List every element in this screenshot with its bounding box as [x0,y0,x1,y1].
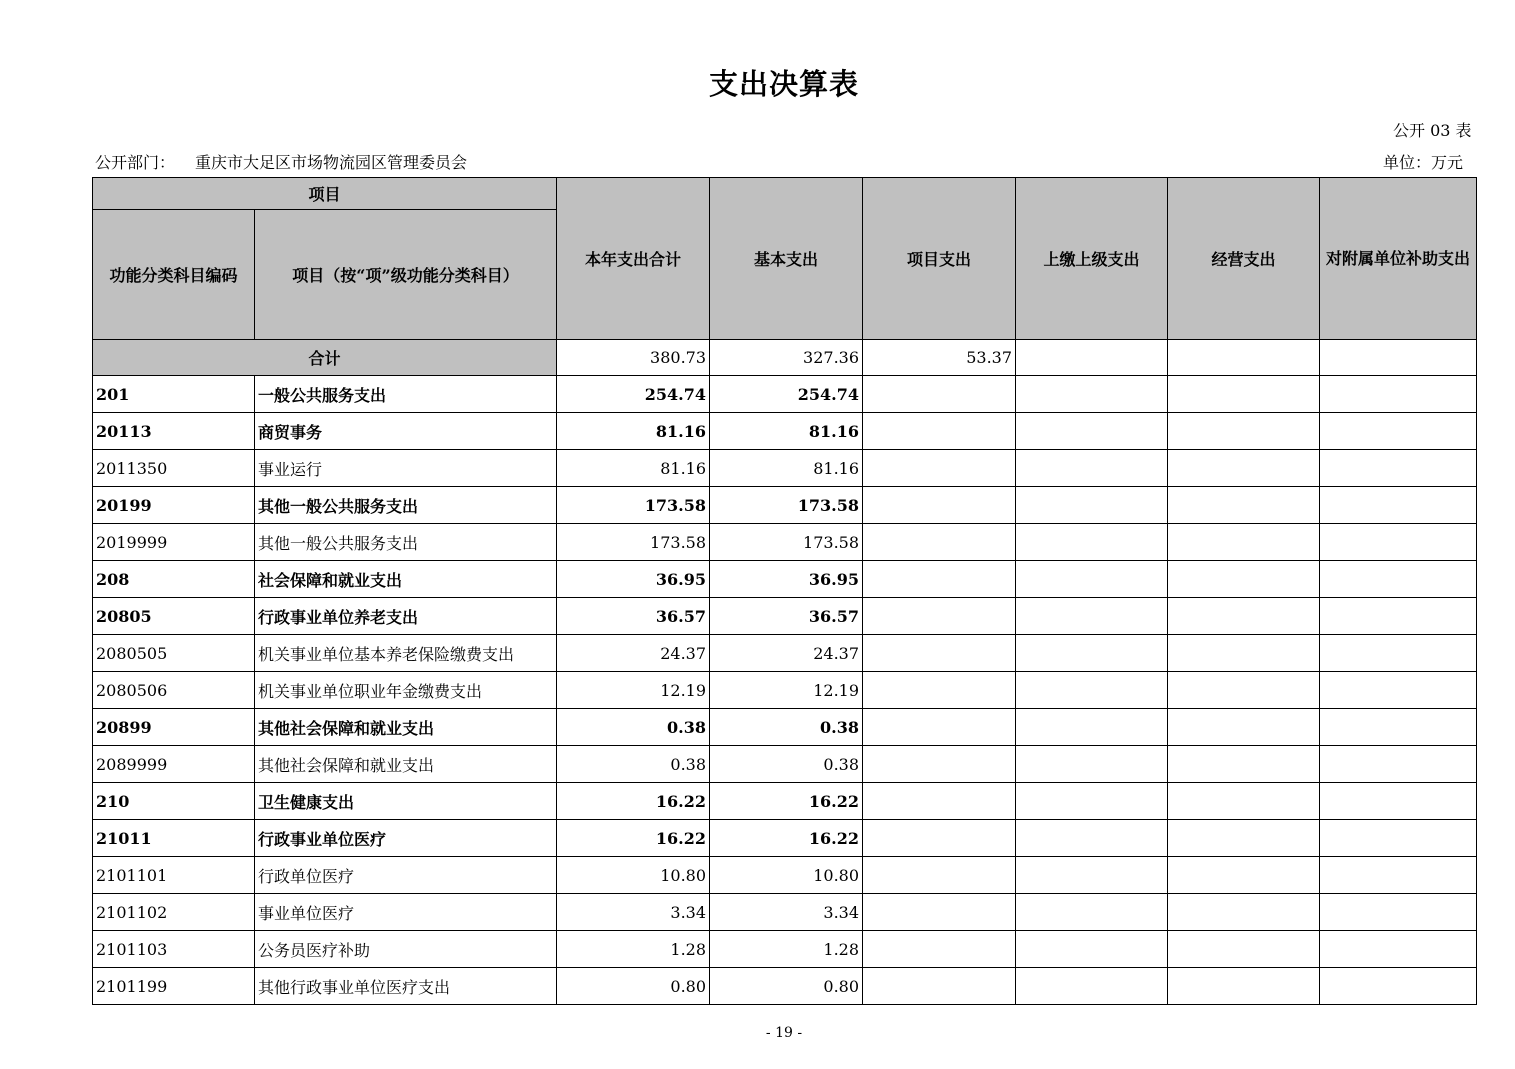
total-cell: 254.74 [557,376,710,413]
name-cell: 其他行政事业单位医疗支出 [255,968,557,1005]
total-cell: 16.22 [557,783,710,820]
table-row [93,487,1477,524]
business-cell [1168,598,1320,635]
business-cell [1168,709,1320,746]
code-cell: 20805 [93,598,255,635]
code-cell: 2080505 [93,635,255,672]
table-row [93,968,1477,1005]
code-cell: 2101103 [93,931,255,968]
code-cell: 20113 [93,413,255,450]
project-cell [863,746,1016,783]
name-cell: 机关事业单位职业年金缴费支出 [255,672,557,709]
header-basic: 基本支出 [710,178,863,340]
upper-cell [1016,524,1168,561]
table-row [93,672,1477,709]
basic-cell: 24.37 [710,635,863,672]
basic-cell: 0.80 [710,968,863,1005]
subsidy-cell [1320,894,1477,931]
code-cell: 201 [93,376,255,413]
code-cell: 2101102 [93,894,255,931]
subsidy-cell [1320,598,1477,635]
code-cell: 208 [93,561,255,598]
subsidy-cell [1320,709,1477,746]
total-cell: 36.57 [557,598,710,635]
table-row [93,746,1477,783]
code-cell: 2101199 [93,968,255,1005]
upper-cell [1016,857,1168,894]
project-cell [863,931,1016,968]
project-cell [863,413,1016,450]
header-name: 项目（按“项”级功能分类科目） [255,210,557,340]
upper-cell [1016,635,1168,672]
project-cell [863,598,1016,635]
project-cell [863,450,1016,487]
project-cell [863,894,1016,931]
code-cell: 2080506 [93,672,255,709]
basic-cell: 36.95 [710,561,863,598]
expenditure-table [92,177,1477,1005]
total-cell: 10.80 [557,857,710,894]
code-cell: 210 [93,783,255,820]
name-cell: 行政事业单位医疗 [255,820,557,857]
table-row [93,524,1477,561]
project-cell [863,857,1016,894]
subsidy-cell [1320,672,1477,709]
subsidy-cell [1320,820,1477,857]
code-cell: 21011 [93,820,255,857]
upper-cell [1016,561,1168,598]
project-cell [863,709,1016,746]
business-cell [1168,783,1320,820]
project-cell [863,524,1016,561]
business-cell [1168,340,1320,376]
header-code: 功能分类科目编码 [93,210,255,340]
upper-cell [1016,672,1168,709]
basic-cell: 81.16 [710,450,863,487]
upper-cell [1016,746,1168,783]
name-cell: 其他社会保障和就业支出 [255,746,557,783]
subsidy-cell [1320,968,1477,1005]
basic-cell: 0.38 [710,746,863,783]
code-cell: 2089999 [93,746,255,783]
business-cell [1168,561,1320,598]
business-cell [1168,672,1320,709]
basic-cell: 10.80 [710,857,863,894]
table-row [93,783,1477,820]
upper-cell [1016,820,1168,857]
name-cell: 其他一般公共服务支出 [255,524,557,561]
total-cell: 24.37 [557,635,710,672]
project-cell [863,487,1016,524]
total-cell: 0.38 [557,709,710,746]
business-cell [1168,413,1320,450]
upper-cell [1016,487,1168,524]
name-cell: 其他社会保障和就业支出 [255,709,557,746]
subsidy-cell [1320,450,1477,487]
business-cell [1168,635,1320,672]
basic-cell: 3.34 [710,894,863,931]
header-total: 本年支出合计 [557,178,710,340]
subsidy-cell [1320,857,1477,894]
name-cell: 社会保障和就业支出 [255,561,557,598]
total-cell: 173.58 [557,487,710,524]
table-row [93,561,1477,598]
name-cell: 事业运行 [255,450,557,487]
header-upper: 上缴上级支出 [1016,178,1168,340]
department-name: 重庆市大足区市场物流园区管理委员会 [195,153,468,172]
subsidy-cell [1320,340,1477,376]
basic-cell: 12.19 [710,672,863,709]
project-cell [863,376,1016,413]
business-cell [1168,524,1320,561]
basic-cell: 173.58 [710,487,863,524]
total-row [93,340,1477,376]
subsidy-cell [1320,487,1477,524]
table-row [93,635,1477,672]
department-label: 公开部门： [95,153,176,172]
business-cell [1168,450,1320,487]
business-cell [1168,487,1320,524]
project-cell [863,635,1016,672]
business-cell [1168,746,1320,783]
total-cell: 173.58 [557,524,710,561]
upper-cell [1016,894,1168,931]
basic-cell: 327.36 [710,340,863,376]
subsidy-cell [1320,635,1477,672]
basic-cell: 16.22 [710,783,863,820]
total-cell: 81.16 [557,450,710,487]
subsidy-cell [1320,376,1477,413]
upper-cell [1016,931,1168,968]
subsidy-cell [1320,413,1477,450]
upper-cell [1016,783,1168,820]
business-cell [1168,820,1320,857]
name-cell: 行政单位医疗 [255,857,557,894]
name-cell: 事业单位医疗 [255,894,557,931]
total-cell: 0.80 [557,968,710,1005]
page-title: 支出决算表 [708,67,859,101]
project-cell: 53.37 [863,340,1016,376]
project-cell [863,561,1016,598]
subsidy-cell [1320,746,1477,783]
total-cell: 380.73 [557,340,710,376]
subsidy-cell [1320,783,1477,820]
upper-cell [1016,709,1168,746]
table-row [93,894,1477,931]
name-cell: 卫生健康支出 [255,783,557,820]
table-row [93,376,1477,413]
project-cell [863,820,1016,857]
subsidy-cell [1320,524,1477,561]
business-cell [1168,376,1320,413]
basic-cell: 81.16 [710,413,863,450]
total-cell: 12.19 [557,672,710,709]
code-cell: 2101101 [93,857,255,894]
header-item: 项目 [93,178,557,210]
code-cell: 20899 [93,709,255,746]
subsidy-cell [1320,931,1477,968]
table-row [93,598,1477,635]
upper-cell [1016,413,1168,450]
total-cell: 81.16 [557,413,710,450]
upper-cell [1016,376,1168,413]
header-business: 经营支出 [1168,178,1320,340]
upper-cell [1016,968,1168,1005]
header-project: 项目支出 [863,178,1016,340]
business-cell [1168,857,1320,894]
total-cell: 0.38 [557,746,710,783]
project-cell [863,968,1016,1005]
code-cell: 2011350 [93,450,255,487]
code-cell: 2019999 [93,524,255,561]
name-cell: 机关事业单位基本养老保险缴费支出 [255,635,557,672]
table-row [93,709,1477,746]
total-cell: 1.28 [557,931,710,968]
project-cell [863,672,1016,709]
upper-cell [1016,450,1168,487]
code-cell: 20199 [93,487,255,524]
form-number: 公开 03 表 [1393,121,1472,140]
name-cell: 一般公共服务支出 [255,376,557,413]
page-number: - 19 - [765,1025,803,1041]
total-cell: 16.22 [557,820,710,857]
unit-label: 单位：万元 [1383,153,1464,172]
name-cell: 商贸事务 [255,413,557,450]
business-cell [1168,968,1320,1005]
table-row [93,931,1477,968]
name-cell: 公务员医疗补助 [255,931,557,968]
name-cell: 行政事业单位养老支出 [255,598,557,635]
upper-cell [1016,598,1168,635]
business-cell [1168,894,1320,931]
total-cell: 3.34 [557,894,710,931]
department-line [95,150,467,173]
header-subsidy: 对附属单位补助支出 [1320,178,1477,340]
table-row [93,413,1477,450]
name-cell: 其他一般公共服务支出 [255,487,557,524]
table-row [93,820,1477,857]
project-cell [863,783,1016,820]
table-row [93,857,1477,894]
table-row [93,450,1477,487]
basic-cell: 254.74 [710,376,863,413]
total-label: 合计 [93,340,557,376]
basic-cell: 0.38 [710,709,863,746]
total-cell: 36.95 [557,561,710,598]
basic-cell: 173.58 [710,524,863,561]
basic-cell: 1.28 [710,931,863,968]
basic-cell: 36.57 [710,598,863,635]
business-cell [1168,931,1320,968]
basic-cell: 16.22 [710,820,863,857]
upper-cell [1016,340,1168,376]
subsidy-cell [1320,561,1477,598]
